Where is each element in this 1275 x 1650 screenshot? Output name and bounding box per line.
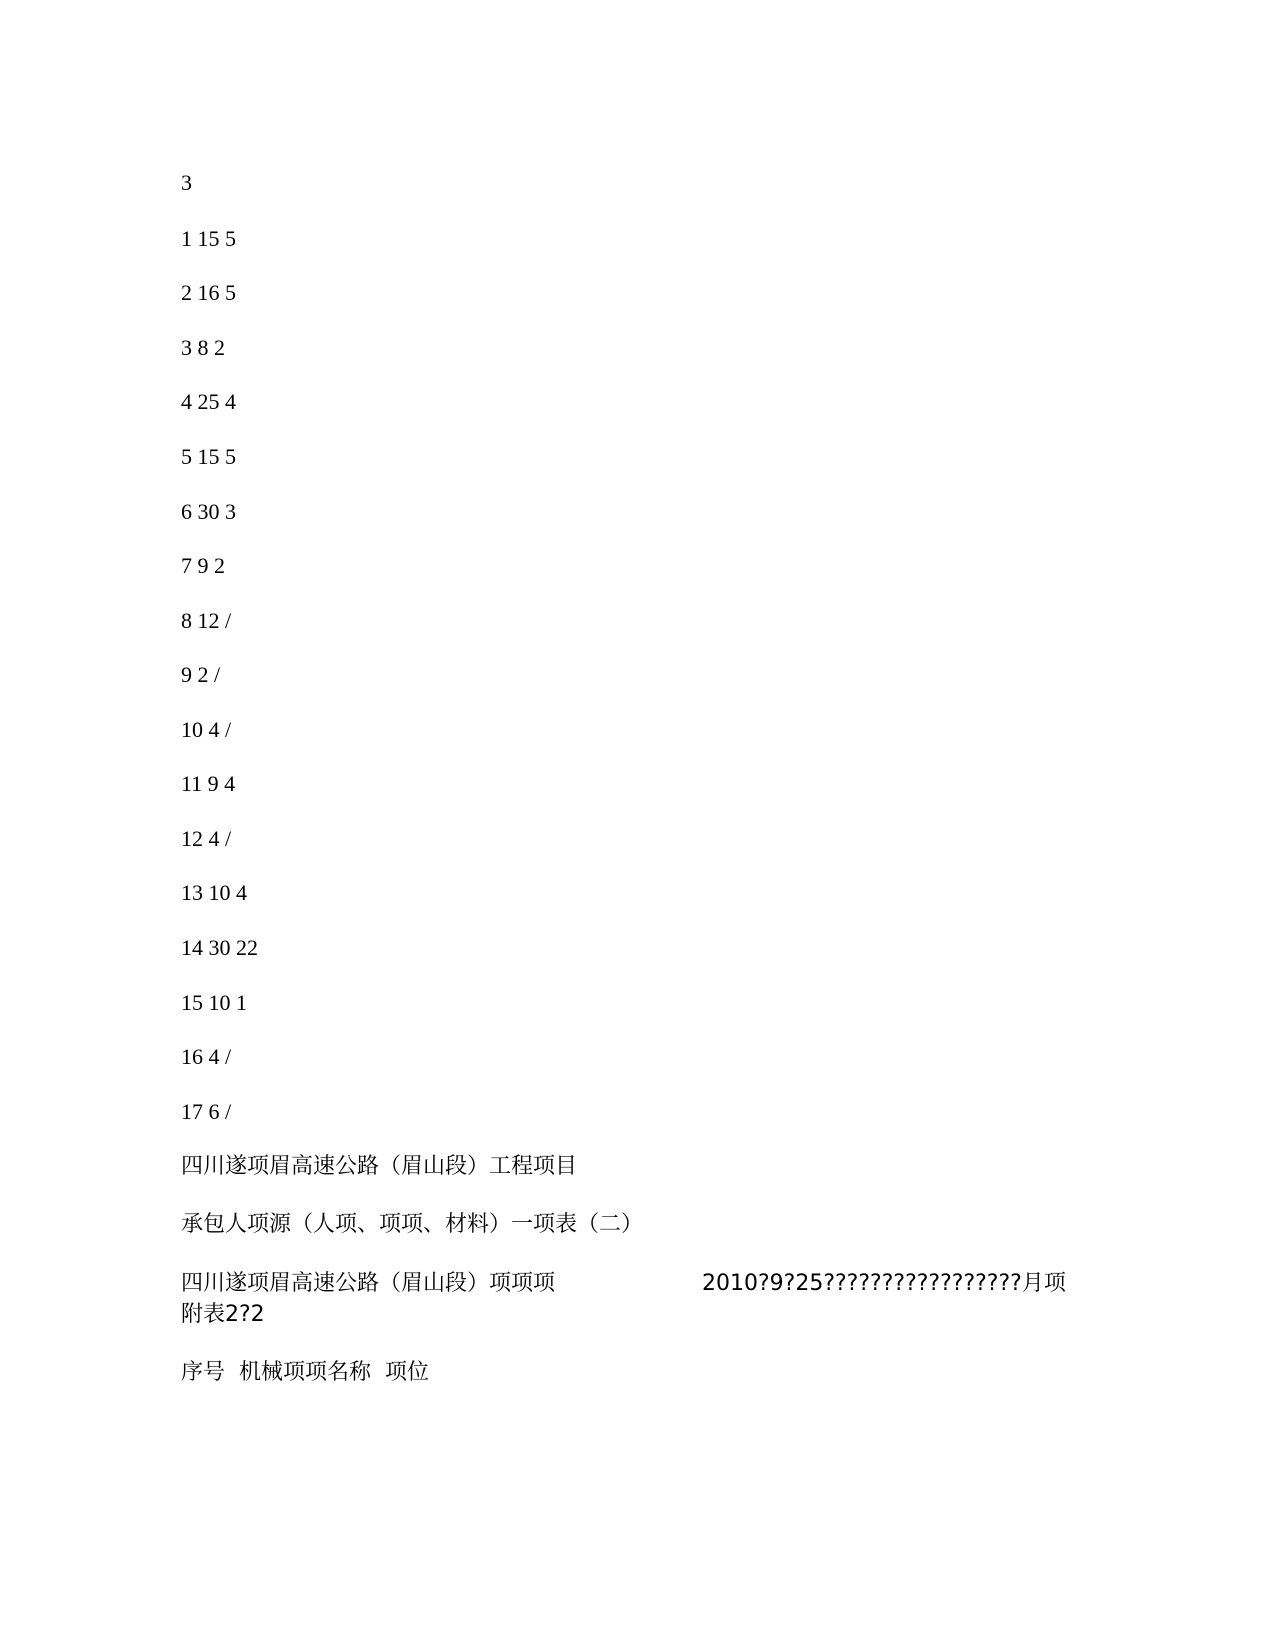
table-row: 1 15 5 (181, 226, 236, 251)
column-headers: 序号 机械项项名称 项位 (181, 1360, 429, 1385)
date-text: 2010?9?25?????????????????月项 (702, 1271, 1066, 1296)
table-row: 11 9 4 (181, 771, 236, 796)
table-row: 14 30 22 (181, 935, 258, 960)
table-row: 7 9 2 (181, 553, 225, 578)
text-line: 3 (181, 170, 192, 195)
table-row: 9 2 / (181, 662, 221, 687)
table-row: 6 30 3 (181, 499, 236, 524)
table-row: 15 10 1 (181, 990, 247, 1015)
table-row: 3 8 2 (181, 335, 225, 360)
document-title: 四川遂项眉高速公路（眉山段）工程项目 (181, 1154, 578, 1179)
table-row: 13 10 4 (181, 880, 247, 905)
table-row: 16 4 / (181, 1044, 232, 1069)
table-number: 附表2?2 (181, 1302, 265, 1327)
table-row: 17 6 / (181, 1099, 232, 1124)
table-title: 承包人项源（人项、项项、材料）一项表（二） (181, 1212, 644, 1237)
table-row: 12 4 / (181, 826, 232, 851)
table-row: 2 16 5 (181, 280, 236, 305)
table-row: 8 12 / (181, 608, 232, 633)
table-row: 10 4 / (181, 717, 232, 742)
table-row: 4 25 4 (181, 389, 236, 414)
project-name: 四川遂项眉高速公路（眉山段）项项项 (181, 1271, 556, 1296)
table-row: 5 15 5 (181, 444, 236, 469)
